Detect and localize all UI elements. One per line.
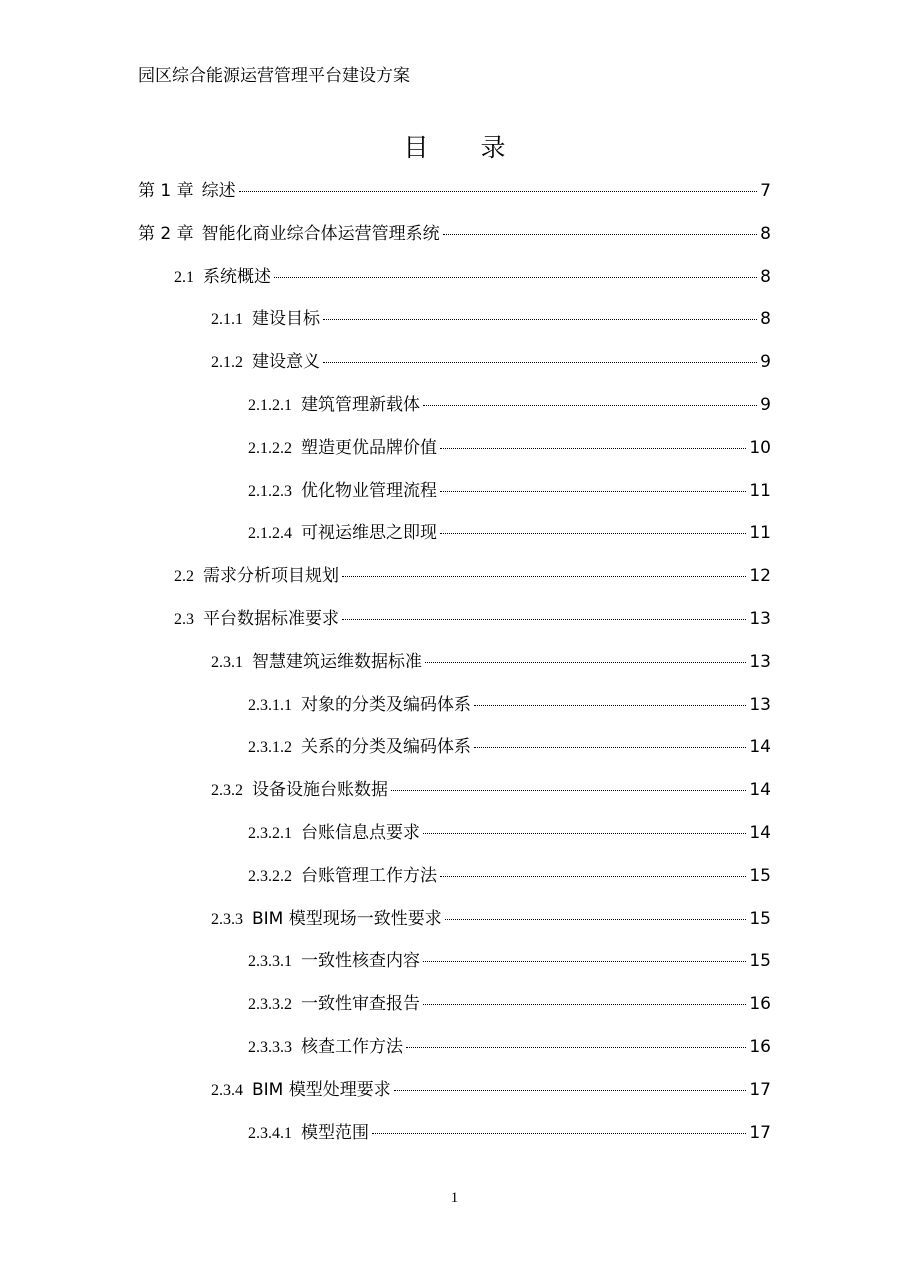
toc-entry-label: 系统概述 <box>203 266 271 287</box>
toc-entry-page: 8 <box>760 223 771 244</box>
dot-leader <box>474 747 746 748</box>
toc-entry[interactable] <box>0 989 909 1032</box>
toc-entry-label: 智能化商业综合体运营管理系统 <box>201 223 440 244</box>
dot-leader <box>406 1047 746 1048</box>
dot-leader <box>342 576 746 577</box>
toc-entry[interactable] <box>0 818 909 861</box>
toc-entry-number: 2.3.4.1 <box>248 1124 292 1142</box>
toc-entry-label: 一致性审查报告 <box>301 994 420 1015</box>
toc-entry-page: 11 <box>749 480 771 501</box>
toc-entry-label: 设备设施台账数据 <box>252 780 388 801</box>
toc-entry-page: 13 <box>749 694 771 715</box>
toc-entry-number: 2.1.2.1 <box>248 396 292 414</box>
toc-entry-label: 建设目标 <box>252 309 320 330</box>
dot-leader <box>423 961 746 962</box>
toc-entry-number: 2.1.2 <box>211 354 243 372</box>
toc-entry-page: 16 <box>749 1036 771 1057</box>
toc-entry-number: 第 2 章 <box>138 223 194 244</box>
table-of-contents <box>0 176 909 1160</box>
toc-entry[interactable] <box>0 476 909 519</box>
toc-entry-number: 2.3.2.1 <box>248 824 292 842</box>
toc-entry-number: 第 1 章 <box>138 181 194 201</box>
toc-entry-number: 2.3.1 <box>211 653 243 671</box>
toc-entry[interactable] <box>0 219 909 262</box>
toc-entry-label: 建筑管理新载体 <box>301 394 420 415</box>
toc-entry[interactable] <box>0 1075 909 1118</box>
dot-leader <box>394 1090 747 1091</box>
toc-entry-number: 2.3.2.2 <box>248 867 292 885</box>
dot-leader <box>323 362 757 363</box>
toc-entry[interactable] <box>0 262 909 305</box>
dot-leader <box>440 491 746 492</box>
toc-entry-label: 平台数据标准要求 <box>203 608 339 629</box>
dot-leader <box>372 1133 746 1134</box>
toc-entry-label: 核查工作方法 <box>301 1036 403 1057</box>
toc-entry-label: 对象的分类及编码体系 <box>301 694 471 715</box>
toc-entry-label: 需求分析项目规划 <box>203 566 339 587</box>
toc-entry[interactable] <box>0 732 909 775</box>
toc-entry-page: 17 <box>749 1122 771 1143</box>
dot-leader <box>391 790 746 791</box>
toc-entry-page: 13 <box>749 608 771 629</box>
toc-entry-page: 16 <box>749 994 771 1015</box>
toc-entry[interactable] <box>0 518 909 561</box>
toc-entry[interactable] <box>0 390 909 433</box>
dot-leader <box>423 405 757 406</box>
page-number: 1 <box>450 1190 459 1206</box>
toc-entry-label: 台账信息点要求 <box>301 822 420 843</box>
toc-entry-number: 2.1.2.3 <box>248 482 292 500</box>
dot-leader <box>323 319 757 320</box>
toc-entry-number: 2.3.2 <box>211 782 243 800</box>
toc-entry[interactable] <box>0 176 909 219</box>
toc-entry-page: 15 <box>749 908 771 929</box>
toc-title: 目 录 <box>403 133 528 162</box>
dot-leader <box>474 705 746 706</box>
toc-entry-label: 一致性核查内容 <box>301 951 420 972</box>
toc-entry-number: 2.3.3.1 <box>248 953 292 971</box>
dot-leader <box>445 919 747 920</box>
toc-entry[interactable] <box>0 347 909 390</box>
dot-leader <box>342 619 746 620</box>
toc-entry[interactable] <box>0 775 909 818</box>
toc-entry[interactable] <box>0 304 909 347</box>
toc-entry-number: 2.2 <box>174 568 194 586</box>
toc-entry[interactable] <box>0 690 909 733</box>
dot-leader <box>274 277 757 278</box>
toc-entry-page: 14 <box>749 737 771 758</box>
toc-entry-label: BIM 模型现场一致性要求 <box>252 908 442 929</box>
toc-entry-label: 可视运维思之即现 <box>301 523 437 544</box>
toc-entry-number: 2.3.3.2 <box>248 996 292 1014</box>
toc-entry-page: 7 <box>760 181 771 201</box>
toc-entry-page: 13 <box>749 651 771 672</box>
dot-leader <box>443 234 758 235</box>
toc-entry-page: 8 <box>760 266 771 287</box>
toc-entry-page: 12 <box>749 566 771 587</box>
dot-leader <box>440 533 746 534</box>
toc-entry-label: 台账管理工作方法 <box>301 865 437 886</box>
dot-leader <box>440 876 746 877</box>
toc-entry-number: 2.3.1.1 <box>248 696 292 714</box>
toc-entry-page: 10 <box>749 437 771 458</box>
toc-entry-label: 建设意义 <box>252 352 320 373</box>
running-header: 园区综合能源运营管理平台建设方案 <box>138 66 410 86</box>
toc-entry-number: 2.1 <box>174 268 194 286</box>
toc-entry-number: 2.3 <box>174 610 194 628</box>
toc-entry[interactable] <box>0 1118 909 1161</box>
toc-entry[interactable] <box>0 904 909 947</box>
dot-leader <box>425 662 746 663</box>
toc-entry-page: 17 <box>749 1079 771 1100</box>
toc-entry-label: 关系的分类及编码体系 <box>301 737 471 758</box>
dot-leader <box>440 448 746 449</box>
toc-entry-page: 14 <box>749 822 771 843</box>
toc-entry-page: 8 <box>760 309 771 330</box>
toc-entry-page: 15 <box>749 865 771 886</box>
toc-entry-page: 15 <box>749 951 771 972</box>
toc-entry-label: 智慧建筑运维数据标准 <box>252 651 422 672</box>
toc-entry-number: 2.1.2.4 <box>248 525 292 543</box>
dot-leader <box>423 1004 746 1005</box>
toc-entry-page: 9 <box>760 352 771 373</box>
toc-entry[interactable] <box>0 433 909 476</box>
toc-entry[interactable] <box>0 1032 909 1075</box>
toc-entry-number: 2.3.1.2 <box>248 739 292 757</box>
toc-entry[interactable] <box>0 861 909 904</box>
dot-leader <box>423 833 746 834</box>
toc-entry[interactable] <box>0 946 909 989</box>
toc-entry[interactable] <box>0 647 909 690</box>
toc-entry-number: 2.1.2.2 <box>248 439 292 457</box>
dot-leader <box>239 191 758 192</box>
toc-entry-page: 11 <box>749 523 771 544</box>
toc-entry-label: 优化物业管理流程 <box>301 480 437 501</box>
toc-entry-page: 9 <box>760 394 771 415</box>
toc-entry-page: 14 <box>749 780 771 801</box>
toc-entry-number: 2.1.1 <box>211 311 243 329</box>
toc-entry-label: 塑造更优品牌价值 <box>301 437 437 458</box>
toc-entry-label: BIM 模型处理要求 <box>252 1079 391 1100</box>
toc-entry-number: 2.3.4 <box>211 1081 243 1099</box>
toc-entry-number: 2.3.3.3 <box>248 1038 292 1056</box>
toc-entry[interactable] <box>0 604 909 647</box>
toc-entry-label: 模型范围 <box>301 1122 369 1143</box>
toc-entry[interactable] <box>0 561 909 604</box>
toc-entry-label: 综述 <box>201 181 236 201</box>
toc-entry-number: 2.3.3 <box>211 910 243 928</box>
